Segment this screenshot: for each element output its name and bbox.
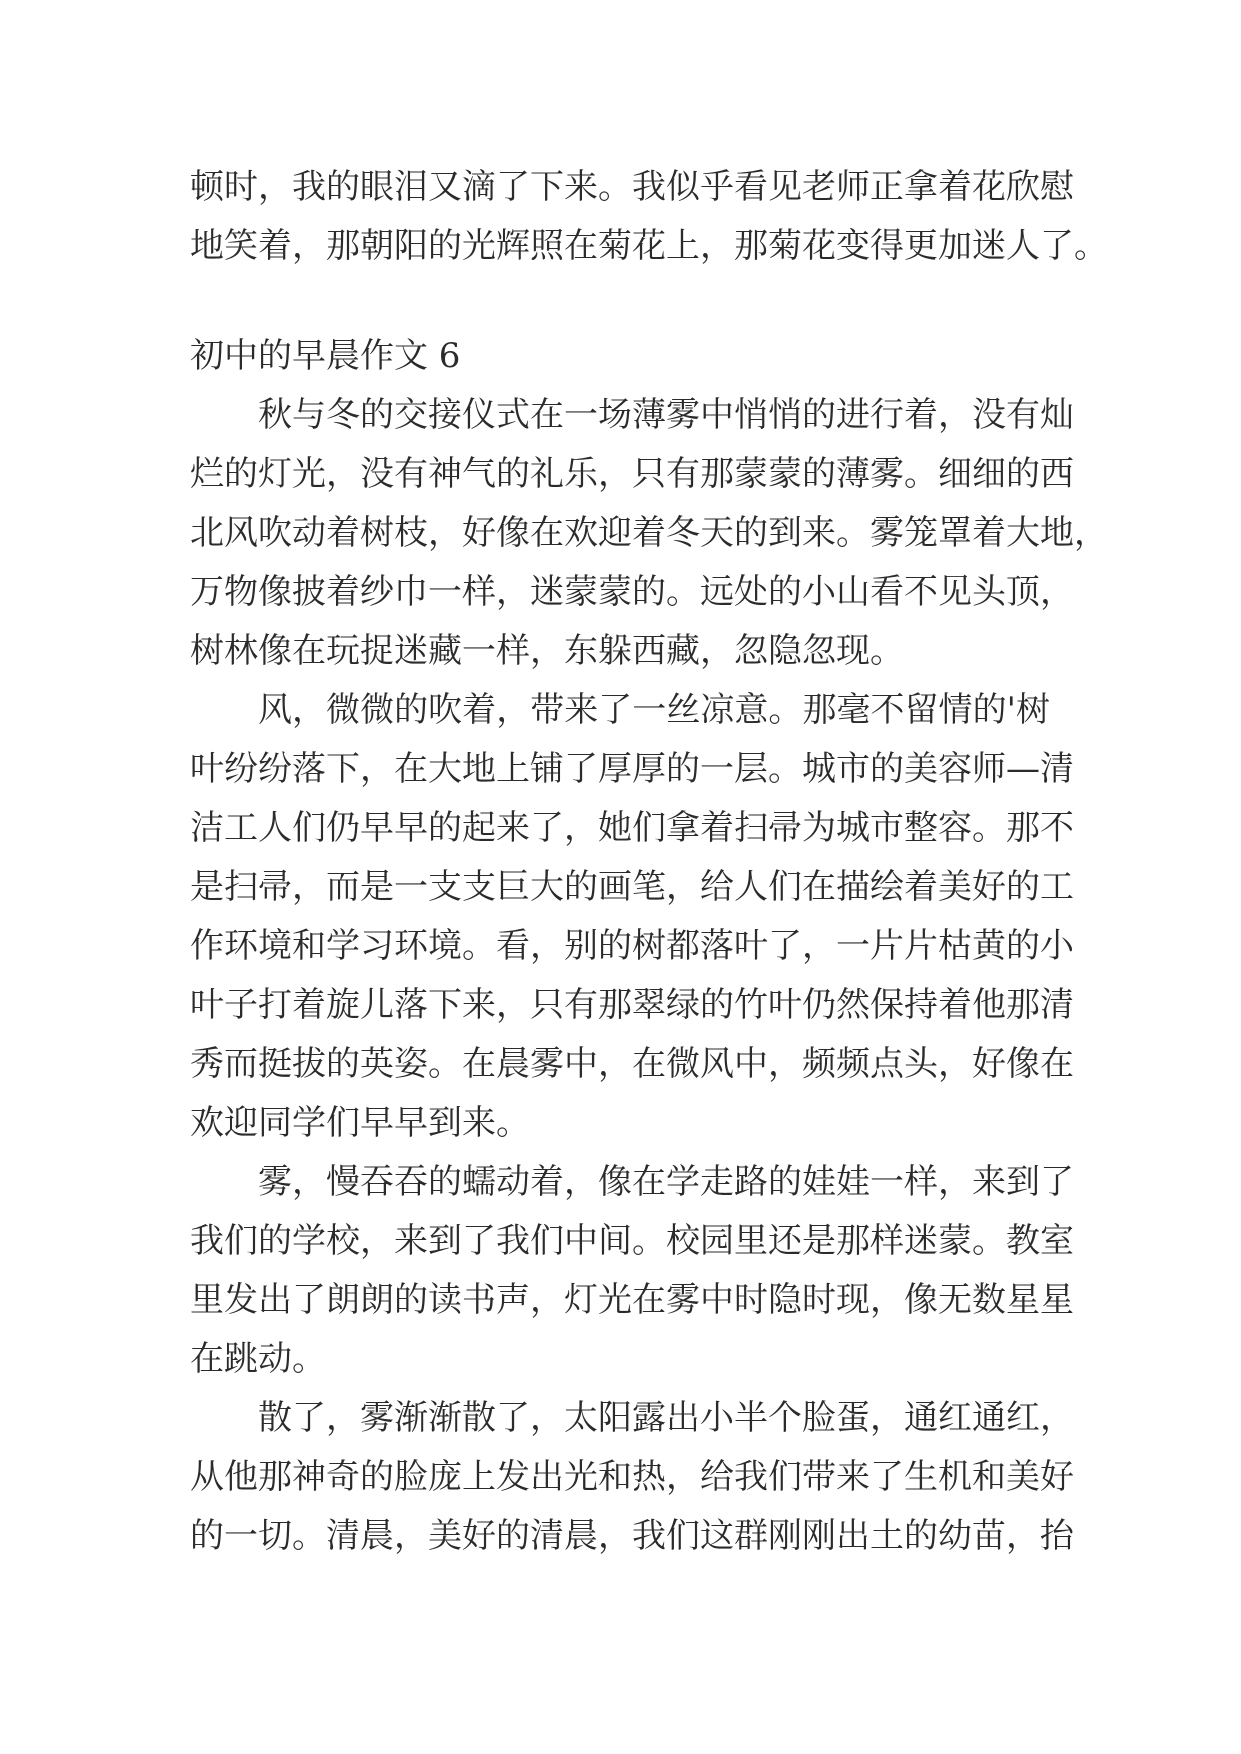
text-line: 里发出了朗朗的读书声，灯光在雾中时隐时现，像无数星星 [190, 1280, 1074, 1320]
essay-title-wrap [190, 327, 1050, 386]
text-line: 我们的学校，来到了我们中间。校园里还是那样迷蒙。教室 [190, 1221, 1074, 1261]
text-line: 北风吹动着树枝，好像在欢迎着冬天的到来。雾笼罩着大地， [190, 513, 1108, 553]
text-line: 风，微微的吹着，带来了一丝凉意。那毫不留情的'树 [258, 690, 1050, 730]
text-line: 秋与冬的交接仪式在一场薄雾中悄悄的进行着，没有灿 [258, 395, 1074, 435]
text-line: 的一切。清晨，美好的清晨，我们这群刚刚出土的幼苗，抬 [190, 1516, 1074, 1556]
text-line: 烂的灯光，没有神气的礼乐，只有那蒙蒙的薄雾。细细的西 [190, 454, 1074, 494]
text-line: 欢迎同学们早早到来。 [190, 1103, 530, 1143]
text-line: 叶子打着旋儿落下来，只有那翠绿的竹叶仍然保持着他那清 [190, 985, 1074, 1025]
paragraph-2 [190, 681, 1074, 1153]
text-line: 散了，雾渐渐散了，太阳露出小半个脸蛋，通红通红， [258, 1398, 1074, 1438]
text-line: 地笑着，那朝阳的光辉照在菊花上，那菊花变得更加迷人了。 [190, 226, 1108, 266]
text-line: 洁工人们仍早早的起来了，她们拿着扫帚为城市整容。那不 [190, 808, 1074, 848]
paragraph-3 [190, 1153, 1074, 1389]
text-line: 雾，慢吞吞的蠕动着，像在学走路的娃娃一样，来到了 [258, 1162, 1074, 1202]
text-line: 在跳动。 [190, 1339, 326, 1379]
intro-paragraph [190, 158, 1108, 276]
document-body [190, 158, 1108, 1566]
paragraph-4 [190, 1389, 1074, 1566]
text-line: 叶纷纷落下，在大地上铺了厚厚的一层。城市的美容师—清 [190, 749, 1074, 789]
text-line: 作环境和学习环境。看，别的树都落叶了，一片片枯黄的小 [190, 926, 1074, 966]
text-line: 万物像披着纱巾一样，迷蒙蒙的。远处的小山看不见头顶， [190, 572, 1074, 612]
text-line: 树林像在玩捉迷藏一样，东躲西藏，忽隐忽现。 [190, 631, 904, 671]
essay-title: 初中的早晨作文 6 [190, 336, 461, 376]
text-line: 顿时，我的眼泪又滴了下来。我似乎看见老师正拿着花欣慰 [190, 167, 1074, 207]
text-line: 是扫帚，而是一支支巨大的画笔，给人们在描绘着美好的工 [190, 867, 1074, 907]
text-line: 从他那神奇的脸庞上发出光和热，给我们带来了生机和美好 [190, 1457, 1074, 1497]
text-line: 秀而挺拔的英姿。在晨雾中，在微风中，频频点头，好像在 [190, 1044, 1074, 1084]
paragraph-1 [190, 386, 1108, 681]
